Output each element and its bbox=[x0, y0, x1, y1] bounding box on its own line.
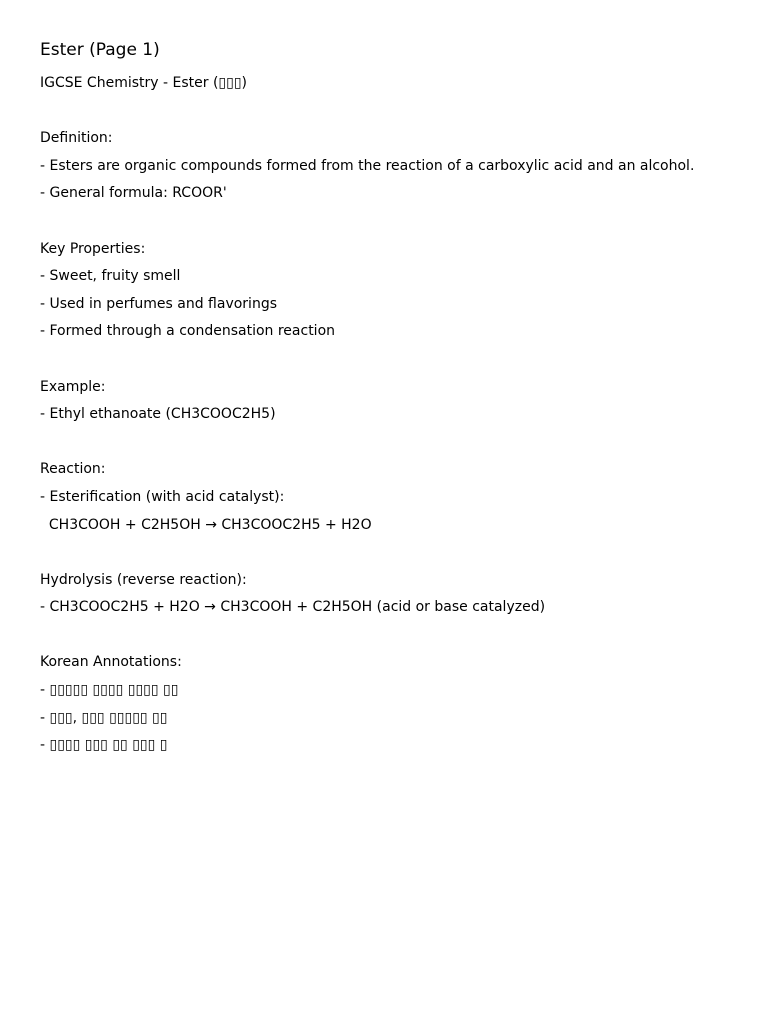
page-title: Ester (Page 1) bbox=[40, 40, 160, 60]
hydrolysis-heading: Hydrolysis (reverse reaction): bbox=[40, 571, 247, 588]
definition-line: - General formula: RCOOR' bbox=[40, 185, 227, 202]
korean-line: - ▯▯▯▯ ▯▯▯ ▯▯ ▯▯▯ ▯ bbox=[40, 737, 168, 754]
reaction-heading: Reaction: bbox=[40, 461, 106, 478]
example-line: - Ethyl ethanoate (CH3COOC2H5) bbox=[40, 406, 276, 423]
properties-line: - Formed through a condensation reaction bbox=[40, 323, 336, 340]
spacer bbox=[40, 539, 728, 567]
spacer bbox=[40, 622, 728, 650]
properties-line: - Sweet, fruity smell bbox=[40, 268, 181, 285]
subtitle: IGCSE Chemistry - Ester (▯▯▯) bbox=[40, 75, 247, 91]
reaction-equation: CH3COOH + C2H5OH → CH3COOC2H5 + H2O bbox=[40, 516, 372, 533]
properties-heading: Key Properties: bbox=[40, 240, 146, 257]
definition-line: - Esters are organic compounds formed from the reaction of a carboxylic acid and an alcohol. bbox=[40, 157, 695, 174]
properties-line: - Used in perfumes and flavorings bbox=[40, 295, 277, 312]
spacer bbox=[40, 208, 728, 236]
spacer bbox=[40, 346, 728, 374]
spacer bbox=[40, 429, 728, 457]
reaction-line: - Esterification (with acid catalyst): bbox=[40, 488, 285, 505]
example-heading: Example: bbox=[40, 378, 106, 395]
korean-line: - ▯▯▯, ▯▯▯ ▯▯▯▯▯ ▯▯ bbox=[40, 709, 168, 726]
korean-line: - ▯▯▯▯▯ ▯▯▯▯ ▯▯▯▯ ▯▯ bbox=[40, 682, 179, 699]
spacer bbox=[40, 98, 728, 126]
hydrolysis-line: - CH3COOC2H5 + H2O → CH3COOH + C2H5OH (acid or base catalyzed) bbox=[40, 599, 546, 616]
definition-heading: Definition: bbox=[40, 130, 113, 147]
korean-heading: Korean Annotations: bbox=[40, 654, 182, 671]
